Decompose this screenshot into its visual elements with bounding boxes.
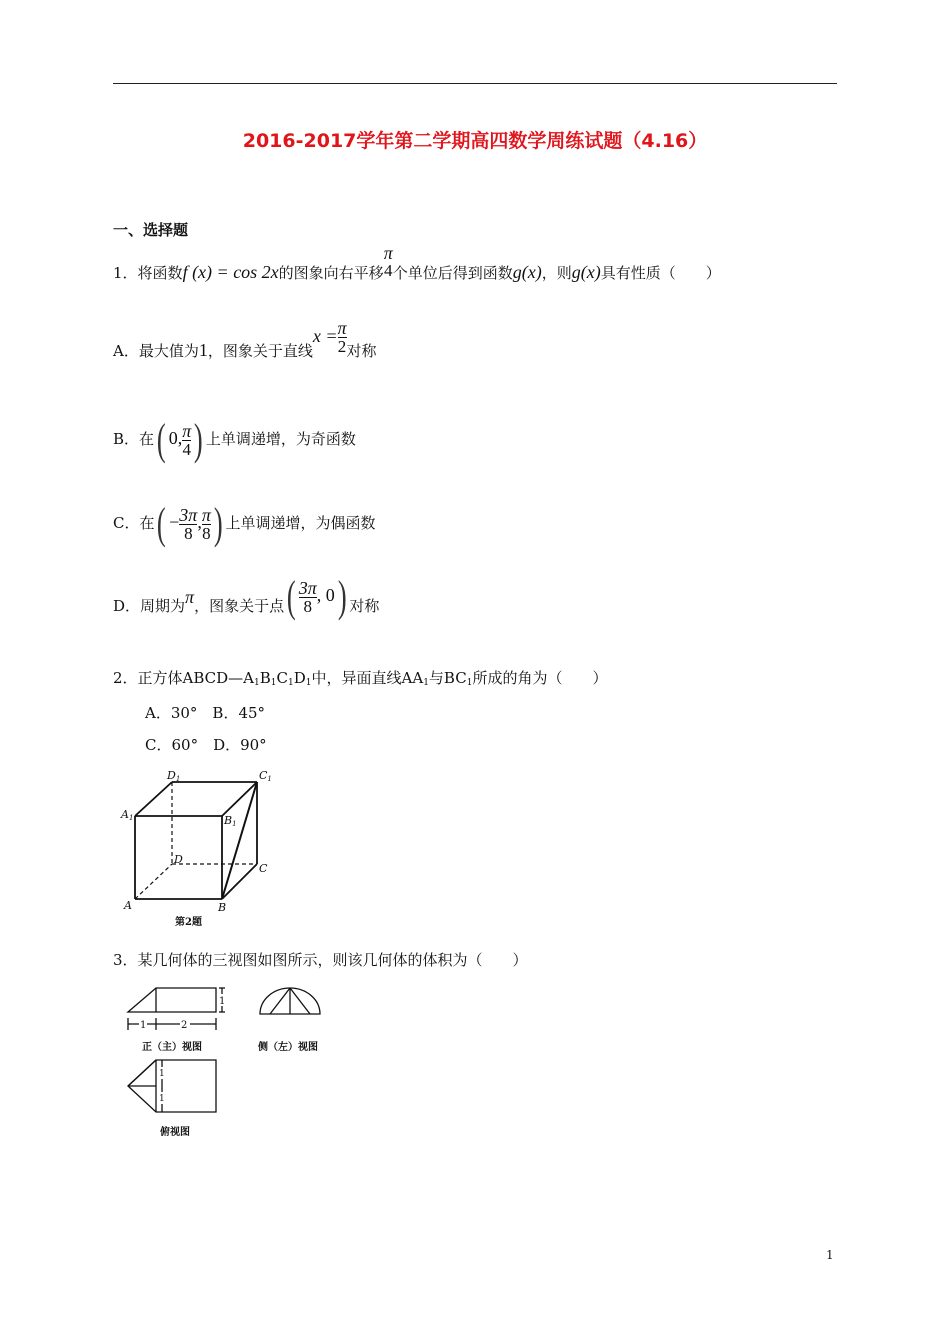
side-view	[260, 988, 320, 1014]
option-b-interval-start: 0,	[168, 428, 183, 448]
fraction-numerator: 3π	[298, 577, 317, 598]
label-a1: A1	[121, 808, 134, 822]
subscript: 1	[305, 678, 312, 688]
top-dim-1: 1	[159, 1069, 165, 1079]
q3-text: 某几何体的三视图如图所示，则该几何体的体积为（ ）	[137, 951, 528, 969]
q2-text-3: 与BC	[428, 669, 467, 687]
question-3	[113, 949, 528, 970]
label-b: B	[218, 901, 227, 914]
q1-function: f (x) = cos 2x	[182, 262, 279, 282]
option-a-text: ，图象关于直线	[207, 342, 313, 360]
label-d: D	[174, 853, 183, 866]
option-c-label: C．在	[113, 514, 155, 532]
fraction-numerator: 3π	[179, 504, 198, 525]
fraction-numerator: π	[337, 317, 347, 338]
label-d1: D1	[167, 769, 181, 783]
option-d-fraction	[299, 579, 317, 616]
side-view-label: 侧（左）视图	[258, 1042, 318, 1053]
option-a-value: 1	[198, 340, 208, 360]
left-paren: (	[156, 415, 166, 464]
q2-number: 2．	[113, 669, 138, 687]
subscript: 1	[254, 678, 260, 688]
q1-option-d	[113, 572, 380, 629]
subscript: 1	[466, 678, 473, 688]
three-views-figure	[120, 984, 340, 1144]
q2-options-cd: C．60° D．90°	[145, 736, 267, 754]
label-c: C	[259, 862, 268, 875]
label-c1: C1	[259, 769, 272, 783]
option-d-end: 对称	[349, 597, 380, 615]
right-paren: )	[194, 415, 203, 464]
option-a-end: 对称	[346, 342, 377, 360]
front-view-label: 正（主）视图	[142, 1042, 202, 1053]
q1-g1: g(x)	[512, 262, 542, 282]
fraction-denominator: 8	[184, 523, 193, 543]
top-dim-2: 1	[159, 1094, 165, 1104]
front-height: 1	[219, 996, 226, 1007]
top-view-label: 俯视图	[160, 1127, 190, 1138]
option-b-fraction	[182, 422, 191, 459]
option-c-comma: ,	[197, 512, 202, 532]
front-width-2: 2	[181, 1020, 188, 1031]
label-a: A	[124, 899, 132, 912]
option-b-label: B．在	[113, 430, 155, 448]
q1-text-4: ，则	[541, 264, 572, 282]
q1-text-3: 个单位后得到函数	[392, 264, 513, 282]
fraction-denominator: 4	[182, 439, 191, 459]
q1-shift-fraction	[384, 244, 393, 280]
subscript: 1	[423, 678, 429, 688]
label-b1: B1	[224, 814, 237, 828]
q2-text-2: 中，异面直线AA	[311, 669, 424, 687]
option-c-fraction-1	[179, 506, 197, 543]
subscript: 1	[288, 678, 294, 688]
option-d-period: π	[185, 587, 195, 607]
fraction-denominator: 8	[202, 523, 211, 543]
q1-text-1: 将函数	[137, 264, 183, 282]
right-paren: )	[213, 499, 223, 548]
option-a-equation: x =	[312, 326, 338, 346]
option-d-point-y: , 0	[316, 585, 335, 605]
q2-vertex-b: B	[259, 669, 271, 687]
option-c-fraction-2	[202, 506, 211, 543]
q2-options-ab: A．30° B．45°	[145, 704, 266, 722]
fraction-denominator: 2	[337, 336, 347, 356]
q2-vertex-c: C	[276, 669, 289, 687]
fraction-denominator: 4	[383, 261, 393, 280]
q1-option-a	[113, 317, 377, 361]
left-paren: (	[157, 499, 167, 548]
page-title: 2016-2017学年第二学期高四数学周练试题（4.16）	[242, 130, 708, 152]
question-1	[113, 243, 721, 283]
option-a-fraction	[338, 319, 347, 356]
question-2	[113, 667, 607, 688]
front-width-1: 1	[140, 1020, 147, 1031]
q1-g2: g(x)	[571, 262, 601, 282]
top-view	[128, 1060, 216, 1112]
q2-vertex-d: D	[293, 669, 306, 687]
q1-text-5: 具有性质（ ）	[600, 264, 721, 282]
option-c-end: 上单调递增，为偶函数	[225, 514, 376, 532]
option-a-label: A．最大值为	[113, 342, 199, 360]
subscript: 1	[270, 678, 277, 688]
option-c-sign: −	[169, 512, 180, 532]
fraction-numerator: π	[201, 504, 211, 525]
q1-option-c	[113, 499, 376, 548]
option-d-text: ，图象关于点	[194, 597, 285, 615]
figure-caption: 第2题	[175, 917, 202, 928]
option-b-end: 上单调递增，为奇函数	[205, 430, 356, 448]
q2-text-4: 所成的角为（ ）	[472, 669, 608, 687]
q1-option-b	[113, 415, 356, 464]
left-paren: (	[287, 572, 296, 621]
cube-figure	[117, 766, 287, 932]
fraction-numerator: π	[182, 420, 192, 441]
fraction-numerator: π	[383, 243, 393, 263]
q1-number: 1．	[113, 264, 138, 282]
header-rule	[113, 83, 837, 84]
q1-text-2: 的图象向右平移	[278, 264, 384, 282]
right-paren: )	[337, 572, 347, 621]
q2-text-1: 正方体ABCD—A	[137, 669, 255, 687]
option-d-label: D．周期为	[113, 597, 186, 615]
page-number: 1	[826, 1248, 834, 1262]
fraction-denominator: 8	[303, 596, 312, 616]
section-heading: 一、选择题	[113, 221, 189, 239]
q3-number: 3．	[113, 951, 138, 969]
